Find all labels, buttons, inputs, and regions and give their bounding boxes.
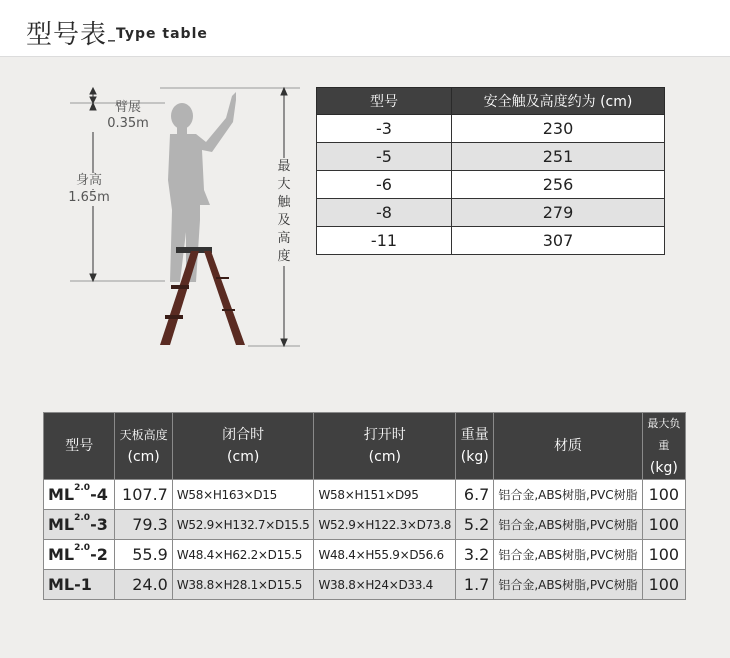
table-row: [44, 510, 686, 540]
page-subtitle: _Type table: [108, 26, 208, 42]
person-silhouette: [168, 92, 236, 282]
reach-arrow-head-top: [281, 88, 287, 95]
spec-material: 铝合金,ABS树脂,PVC树脂: [494, 480, 642, 510]
spec-table: [43, 412, 686, 600]
reach-height: 279: [452, 199, 665, 227]
reach-model: -6: [317, 171, 452, 199]
height-arrow-head-top: [90, 103, 96, 110]
spec-header-max-load: 最大负重 (kg): [642, 413, 685, 480]
spec-top-height: 24.0: [115, 570, 172, 600]
spec-weight: 5.2: [456, 510, 494, 540]
spec-weight: 3.2: [456, 540, 494, 570]
spec-header-weight: 重量 (kg): [456, 413, 494, 480]
arm-label: 臂展: [114, 100, 141, 115]
spec-header-closed: 闭合时 (cm): [172, 413, 314, 480]
table-row: [44, 480, 686, 510]
spec-closed: W38.8×H28.1×D15.5: [172, 570, 314, 600]
spec-max-load: 100: [642, 480, 685, 510]
spec-open: W52.9×H122.3×D73.8: [314, 510, 456, 540]
spec-open: W58×H151×D95: [314, 480, 456, 510]
reach-model: -5: [317, 143, 452, 171]
spec-top-height: 107.7: [115, 480, 172, 510]
spec-open: W48.4×H55.9×D56.6: [314, 540, 456, 570]
spec-closed: W48.4×H62.2×D15.5: [172, 540, 314, 570]
arm-value: 0.35m: [107, 116, 149, 131]
table-row: [317, 115, 665, 143]
reach-height: 251: [452, 143, 665, 171]
spec-header-top-height: 天板高度 (cm): [115, 413, 172, 480]
spec-material: 铝合金,ABS树脂,PVC树脂: [494, 570, 642, 600]
spec-weight: 6.7: [456, 480, 494, 510]
spec-header-model: 型号: [44, 413, 115, 480]
spec-header-material: 材质: [494, 413, 642, 480]
arm-arrow-head-top: [90, 88, 96, 94]
reach-label: 最 大 触 及 高 度: [277, 159, 291, 264]
reach-model: -8: [317, 199, 452, 227]
reach-height: 256: [452, 171, 665, 199]
spec-model: $ML^{2.0}-2$: [44, 540, 115, 570]
spec-model: ML-1: [44, 570, 115, 600]
spec-material: 铝合金,ABS树脂,PVC树脂: [494, 540, 642, 570]
spec-open: W38.8×H24×D33.4: [314, 570, 456, 600]
reach-table: [316, 87, 665, 255]
spec-header-open: 打开时 (cm): [314, 413, 456, 480]
spec-top-height: 79.3: [115, 510, 172, 540]
table-row: [317, 227, 665, 255]
reach-height: 230: [452, 115, 665, 143]
spec-model: $ML^{2.0}-3$: [44, 510, 115, 540]
table-row: [44, 540, 686, 570]
spec-top-height: 55.9: [115, 540, 172, 570]
table-row: [317, 199, 665, 227]
reach-model: -3: [317, 115, 452, 143]
height-label: 身高: [58, 173, 120, 189]
spec-max-load: 100: [642, 570, 685, 600]
reach-header-height: 安全触及高度约为 (cm): [452, 88, 665, 115]
table-row: [317, 171, 665, 199]
spec-material: 铝合金,ABS树脂,PVC树脂: [494, 510, 642, 540]
table-row: [44, 570, 686, 600]
spec-max-load: 100: [642, 510, 685, 540]
page-title: 型号表: [26, 20, 108, 50]
spec-model: $ML^{2.0}-4$: [44, 480, 115, 510]
reach-model: -11: [317, 227, 452, 255]
table-row: [317, 143, 665, 171]
reach-arrow-head-bottom: [281, 339, 287, 346]
height-value: 1.65m: [58, 190, 120, 206]
spec-max-load: 100: [642, 540, 685, 570]
reach-header-model: 型号: [317, 88, 452, 115]
spec-weight: 1.7: [456, 570, 494, 600]
reach-height: 307: [452, 227, 665, 255]
spec-closed: W58×H163×D15: [172, 480, 314, 510]
height-arrow-head-bottom: [90, 274, 96, 281]
spec-closed: W52.9×H132.7×D15.5: [172, 510, 314, 540]
